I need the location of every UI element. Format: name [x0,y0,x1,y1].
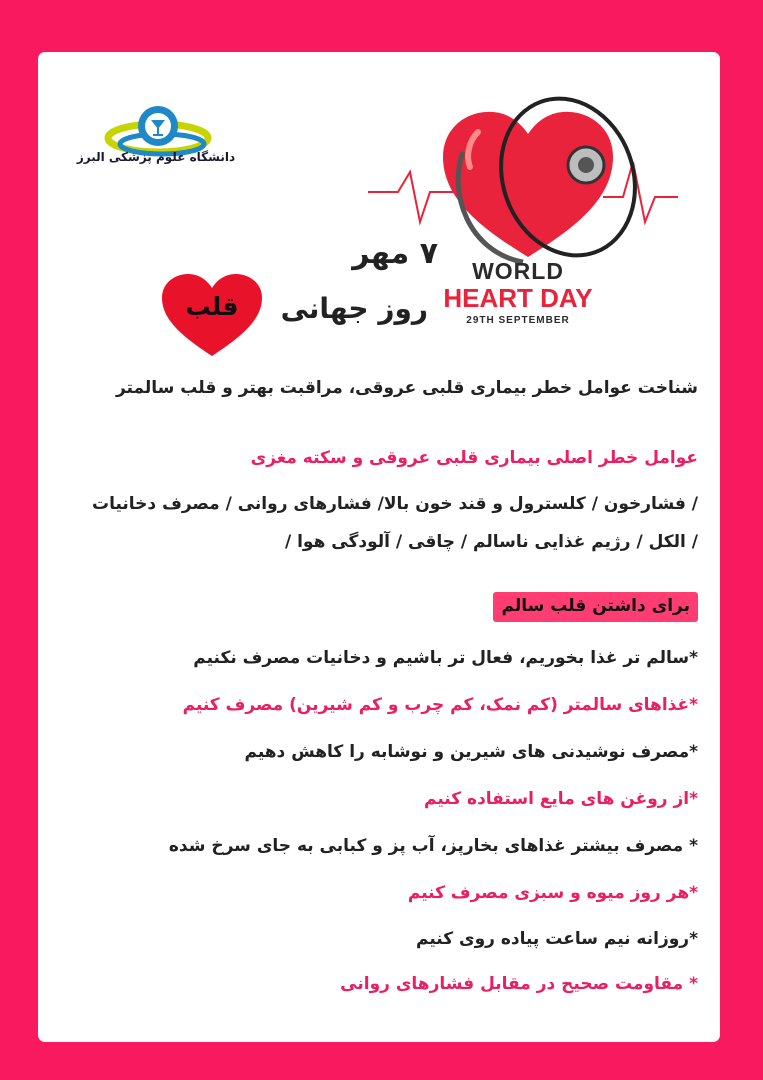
tip-item: * مصرف بیشتر غذاهای بخارپز، آب پز و کبابی به جای سرخ شده [168,836,698,856]
risk-factors-title: عوامل خطر اصلی بیماری قلبی عروقی و سکته مغزی [250,448,698,468]
heart-word: قلب [185,292,239,321]
healthy-heart-header [493,592,698,622]
world-label: WORLD [472,258,564,284]
tip-item: *از روغن های مایع استفاده کنیم [424,789,698,809]
tip-item: * مقاومت صحیح در مقابل فشارهای روانی [340,974,698,994]
heart-day-date: 29TH SEPTEMBER [466,315,570,326]
tip-item: *سالم تر غذا بخوریم، فعال تر باشیم و دخانیات مصرف نکنیم [193,648,698,668]
risk-factors-line-2: / الکل / رژیم غذایی ناسالم / چاقی / آلودگی هوا / [284,532,698,552]
poster-card [38,52,720,1042]
day-title: روز جهانی [280,292,428,325]
tip-item: *مصرف نوشیدنی های شیرین و نوشابه را کاهش دهیم [244,742,698,762]
tip-item: *روزانه نیم ساعت پیاده روی کنیم [415,929,698,949]
subtitle: شناخت عوامل خطر بیماری قلبی عروقی، مراقبت بهتر و قلب سالمتر [115,378,698,398]
risk-factors-line-1: / فشارخون / کلسترول و قند خون بالا/ فشارهای روانی / مصرف دخانیات [92,494,698,514]
healthy-heart-title: برای داشتن قلب سالم [493,592,698,622]
tip-item: *غذاهای سالمتر (کم نمک، کم چرب و کم شیرین) مصرف کنیم [182,695,698,715]
date-title: ۷ مهر [352,236,438,271]
university-name: دانشگاه علوم پزشکی البرز [76,150,236,164]
heart-day-label: HEART DAY [443,283,593,313]
tip-item: *هر روز میوه و سبزی مصرف کنیم [407,883,698,903]
university-logo [78,80,238,180]
